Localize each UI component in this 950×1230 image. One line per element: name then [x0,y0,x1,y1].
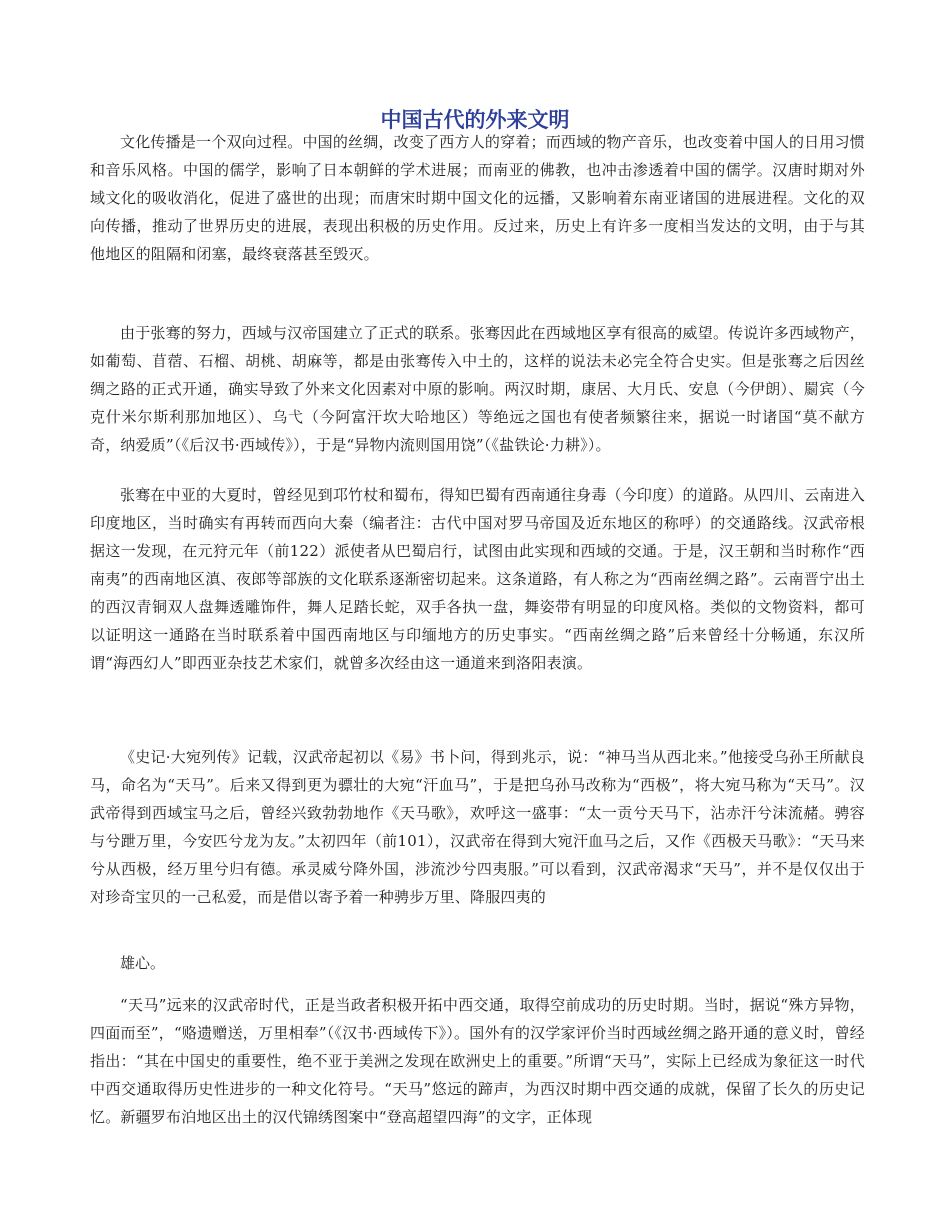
paragraph-continuation: 雄心。 [120,954,166,972]
paragraph-wudi-era: “天马”远来的汉武帝时代，正是当政者积极开拓中西交通，取得空前成功的历史时期。当时，据说“殊方异物，四面而至”，“赂遗赠送，万里相奉”（《汉书·西域传下》）。国外有的汉学家评价当时西域丝绸之路开通的意义时，曾经指出：“其在中国史的重要性，绝不亚于美洲之发现在欧洲史上的重要。”所谓“天马”，实际上已经成为象征这一时代中西交通取得历史性进步的一种文化符号。“天马”悠远的蹄声，为西汉时期中西交通的成就，保留了长久的历史记忆。新疆罗布泊地区出土的汉代锦绣图案中“登高超望四海”的文字，正体现 [90,996,865,1126]
paragraph-heavenly-horse: 《史记·大宛列传》记载，汉武帝起初以《易》书卜问，得到兆示，说：“神马当从西北来。”他接受乌孙王所献良马，命名为“天马”。后来又得到更为骠壮的大宛“汗血马”，于是把乌孙马改称为“西极”，将大宛马称为“天马”。汉武帝得到西域宝马之后，曾经兴致勃勃地作《天马歌》，欢呼这一盛事：“太一贡兮天马下，沾赤汗兮沫流赭。骋容与兮跇万里，今安匹兮龙为友。”太初四年（前101），汉武帝在得到大宛汗血马之后，又作《西极天马歌》：“天马来兮从西极，经万里兮归有德。承灵威兮降外国，涉流沙兮四夷服。”可以看到，汉武帝渴求“天马”，并不是仅仅出于对珍奇宝贝的一己私爱，而是借以寄予着一种骋步万里、降服四夷的 [90,748,865,906]
paragraph-zhang-qian: 由于张骞的努力，西域与汉帝国建立了正式的联系。张骞因此在西域地区享有很高的威望。传说许多西域物产，如葡萄、苜蓿、石榴、胡桃、胡麻等，都是由张骞传入中土的，这样的说法未必完全符合史实。但是张骞之后因丝绸之路的正式开通，确实导致了外来文化因素对中原的影响。两汉时期，康居、大月氏、安息（今伊朗）、罽宾（今克什米尔斯利那加地区）、乌弋（今阿富汗坎大哈地区）等绝远之国也有使者频繁往来，据说一时诸国“莫不献方奇，纳爱质”（《后汉书·西域传》），于是“异物内流则国用饶”（《盐铁论·力耕》）。 [90,324,865,454]
paragraph-cultural-exchange: 文化传播是一个双向过程。中国的丝绸，改变了西方人的穿着；而西域的物产音乐，也改变着中国人的日用习惯和音乐风格。中国的儒学，影响了日本朝鲜的学术进展；而南亚的佛教，也冲击渗透着中国的儒学。汉唐时期对外域文化的吸收消化，促进了盛世的出现；而唐宋时期中国文化的远播，又影响着东南亚诸国的进展进程。文化的双向传播，推动了世界历史的进展，表现出积极的历史作用。反过来，历史上有许多一度相当发达的文明，由于与其他地区的阻隔和闭塞，最终衰落甚至毁灭。 [90,133,865,263]
paragraph-southwest-silk-road: 张骞在中亚的大夏时，曾经见到邛竹杖和蜀布，得知巴蜀有西南通往身毒（今印度）的道路。从四川、云南进入印度地区，当时确实有再转而西向大秦（编者注：古代中国对罗马帝国及近东地区的称呼）的交通路线。汉武帝根据这一发现，在元狩元年（前122）派使者从巴蜀启行，试图由此实现和西域的交通。于是，汉王朝和当时称作“西南夷”的西南地区滇、夜郎等部族的文化联系逐渐密切起来。这条道路，有人称之为“西南丝绸之路”。云南晋宁出土的西汉青铜双人盘舞透雕饰件，舞人足踏长蛇，双手各执一盘，舞姿带有明显的印度风格。类似的文物资料，都可以证明这一通路在当时联系着中国西南地区与印缅地方的历史事实。“西南丝绸之路”后来曾经十分畅通，东汉所谓“海西幻人”即西亚杂技艺术家们，就曾多次经由这一通道来到洛阳表演。 [90,486,865,672]
document-title: 中国古代的外来文明 [380,108,570,132]
